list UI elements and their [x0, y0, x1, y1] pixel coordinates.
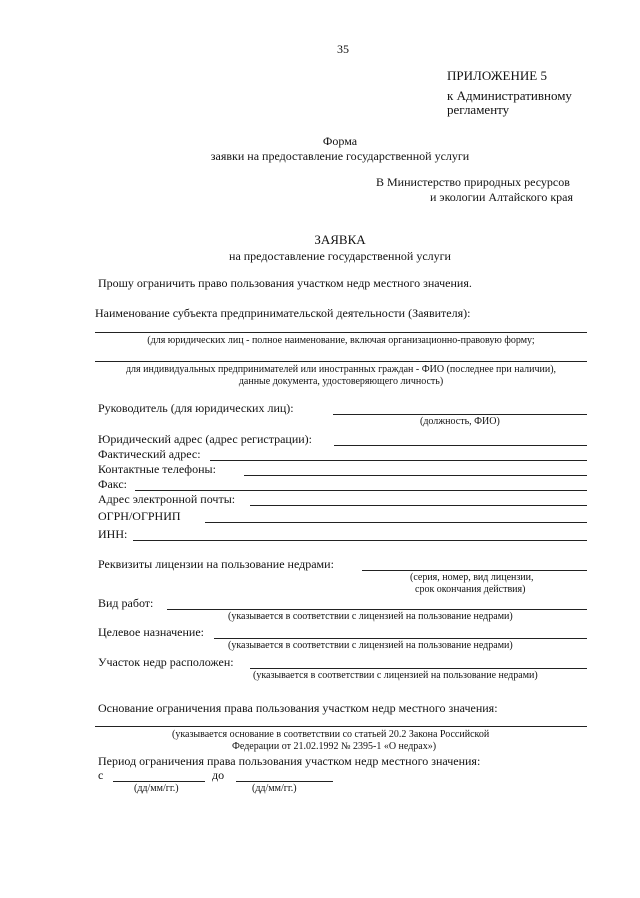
purpose-label: Целевое назначение:	[98, 625, 204, 639]
license-line[interactable]	[362, 570, 587, 571]
period-from-label: с	[98, 768, 104, 782]
legal-address-label: Юридический адрес (адрес регистрации):	[98, 432, 313, 446]
inn-label: ИНН:	[98, 527, 128, 541]
actual-address-line[interactable]	[210, 460, 587, 461]
applicant-label: Наименование субъекта предпринимательской деятельности (Заявителя):	[95, 306, 471, 320]
grounds-label: Основание ограничения права пользования участком недр местного значения:	[98, 701, 498, 715]
form-label: Форма	[322, 134, 358, 148]
period-from-line[interactable]	[113, 781, 205, 782]
license-label: Реквизиты лицензии на пользование недрами:	[98, 557, 334, 571]
fax-line[interactable]	[135, 490, 587, 491]
applicant-hint-1: (для юридических лиц - полное наименование, включая организационно-правовую форму;	[147, 335, 535, 346]
ogrn-label: ОГРН/ОГРНИП	[98, 509, 181, 523]
addressee-line1: В Министерство природных ресурсов	[376, 175, 570, 189]
appendix-title: ПРИЛОЖЕНИЕ 5	[447, 68, 547, 83]
form-subtitle: заявки на предоставление государственной услуги	[210, 149, 470, 163]
legal-address-line[interactable]	[334, 445, 587, 446]
period-to-label: до	[212, 768, 225, 782]
fax-label: Факс:	[98, 477, 127, 491]
period-to-hint: (дд/мм/гг.)	[252, 783, 297, 794]
phones-line[interactable]	[244, 475, 587, 476]
head-input-line[interactable]	[333, 414, 587, 415]
grounds-hint-1: (указывается основание в соответствии со статьей 20.2 Закона Российской	[172, 729, 490, 740]
purpose-line[interactable]	[214, 638, 587, 639]
grounds-hint-2: Федерации от 21.02.1992 № 2395-1 «О недрах»)	[232, 741, 437, 752]
email-line[interactable]	[250, 505, 587, 506]
period-to-line[interactable]	[236, 781, 333, 782]
head-label: Руководитель (для юридических лиц):	[98, 401, 294, 415]
location-label: Участок недр расположен:	[98, 655, 234, 669]
period-label: Период ограничения права пользования участком недр местного значения:	[98, 754, 481, 768]
applicant-name-line-2[interactable]	[95, 361, 587, 362]
location-hint: (указывается в соответствии с лицензией на пользование недрами)	[253, 670, 538, 681]
license-hint-2: срок окончания действия)	[415, 584, 526, 595]
email-label: Адрес электронной почты:	[98, 492, 236, 506]
addressee-line2: и экологии Алтайского края	[430, 190, 574, 204]
work-type-line[interactable]	[167, 609, 587, 610]
period-from-hint: (дд/мм/гг.)	[134, 783, 179, 794]
applicant-hint-2b: данные документа, удостоверяющего личность)	[238, 376, 444, 387]
head-hint: (должность, ФИО)	[420, 416, 500, 427]
phones-label: Контактные телефоны:	[98, 462, 216, 476]
inn-line[interactable]	[133, 540, 587, 541]
page-number: 35	[337, 42, 349, 56]
location-line[interactable]	[250, 668, 587, 669]
ogrn-line[interactable]	[205, 522, 587, 523]
document-title: ЗАЯВКА	[314, 232, 366, 247]
request-text: Прошу ограничить право пользования участком недр местного значения.	[98, 276, 472, 290]
work-type-hint: (указывается в соответствии с лицензией на пользование недрами)	[228, 611, 513, 622]
actual-address-label: Фактический адрес:	[98, 447, 201, 461]
purpose-hint: (указывается в соответствии с лицензией на пользование недрами)	[228, 640, 513, 651]
work-type-label: Вид работ:	[98, 596, 154, 610]
grounds-line[interactable]	[95, 726, 587, 727]
license-hint-1: (серия, номер, вид лицензии,	[410, 572, 534, 583]
document-subtitle: на предоставление государственной услуги	[229, 249, 451, 263]
applicant-hint-2a: для индивидуальных предпринимателей или иностранных граждан - ФИО (последнее при наличии),	[125, 364, 557, 375]
appendix-line2: регламенту	[447, 102, 510, 117]
appendix-line1: к Административному	[447, 88, 572, 103]
applicant-name-line[interactable]	[95, 332, 587, 333]
